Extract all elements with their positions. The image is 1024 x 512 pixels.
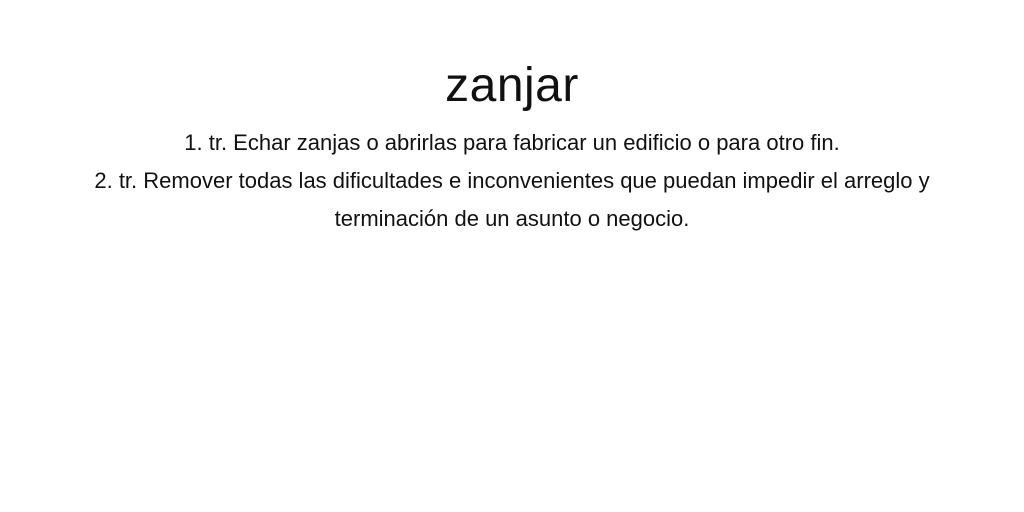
definition-2: 2. tr. Remover todas las dificultades e inconvenientes que puedan impedir el arreglo y terminación de un asunto o negocio. <box>94 168 930 231</box>
definition-1: 1. tr. Echar zanjas o abrirlas para fabricar un edificio o para otro fin. <box>184 130 840 155</box>
definitions-list <box>72 124 952 238</box>
entry-word: zanjar <box>445 59 579 112</box>
